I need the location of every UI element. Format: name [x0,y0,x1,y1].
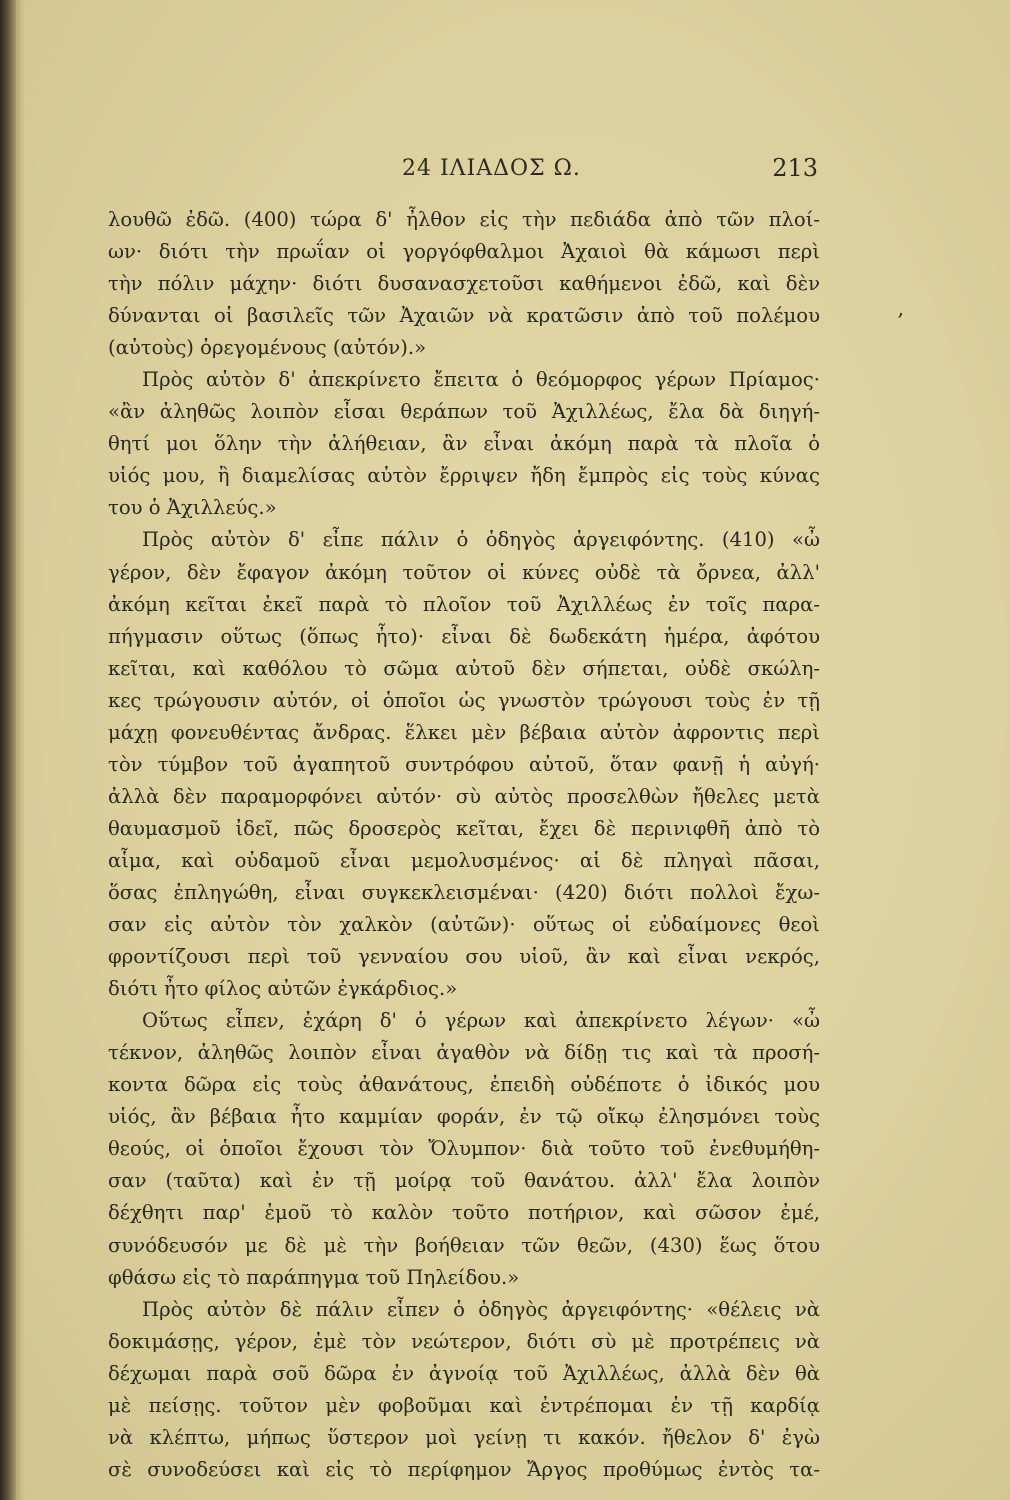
text-line: υἱός, ἂν βέβαια ἦτο καμμίαν φοράν, ἐν τῷ οἴκῳ ἐλησμόνει τοὺς [108,1105,820,1129]
text-line: τὴν πόλιν μάχην· διότι δυσανασχετοῦσι καθήμενοι ἐδῶ, καὶ δὲν [108,272,820,296]
text-line: τὸν τύμβον τοῦ ἀγαπητοῦ συντρόφου αὐτοῦ, ὅταν φανῇ ἡ αὐγή· [108,752,820,776]
text-line: μάχῃ φονευθέντας ἄνδρας. ἕλκει μὲν βέβαια αὐτὸν ἀφροντις περὶ [108,720,820,744]
page-edge [16,0,24,1500]
text-line: Πρὸς αὐτὸν δ' εἶπε πάλιν ὁ ὁδηγὸς ἀργειφόντης. (410) «ὦ [142,528,820,552]
text-line: ἀλλὰ δὲν παραμορφόνει αὐτόν· σὺ αὐτὸς προσελθὼν ἤθελες μετὰ [108,784,820,808]
page-header [144,152,826,192]
text-line: δέχθητι παρ' ἐμοῦ τὸ καλὸν τοῦτο ποτήριον, καὶ σῶσον ἐμέ, [108,1201,820,1225]
text-line: συνόδευσόν με δὲ μὲ τὴν βοήθειαν τῶν θεῶν, (430) ἕως ὅτου [108,1233,820,1257]
book-spine-shadow [0,0,16,1500]
margin-mark: , [897,296,904,320]
text-line: ὅσας ἐπληγώθη, εἶναι συγκεκλεισμέναι· (420) διότι πολλοὶ ἔχω- [108,880,820,904]
text-line: δοκιμάσῃς, γέρον, ἐμὲ τὸν νεώτερον, διότι σὺ μὲ προτρέπεις νὰ [108,1329,820,1353]
text-line: σὲ συνοδεύσει καὶ εἰς τὸ περίφημον Ἄργος προθύμως ἐντὸς τα- [108,1457,820,1481]
text-line: υἱός μου, ἢ διαμελίσας αὐτὸν ἔρριψεν ἤδη ἔμπρὸς εἰς τοὺς κύνας [108,464,820,488]
page-paper [24,0,1010,1500]
text-line: κεῖται, καὶ καθόλου τὸ σῶμα αὐτοῦ δὲν σήπεται, οὐδὲ σκώλη- [108,656,820,680]
text-line: φθάσω εἰς τὸ παράπηγμα τοῦ Πηλείδου.» [108,1265,520,1289]
text-line: Οὕτως εἶπεν, ἐχάρη δ' ὁ γέρων καὶ ἀπεκρίνετο λέγων· «ὦ [142,1009,820,1033]
text-line: λουθῶ ἐδῶ. (400) τώρα δ' ἦλθον εἰς τὴν πεδιάδα ἀπὸ τῶν πλοί- [108,208,820,231]
running-title: 24 ΙΛΙΑΔΟΣ Ω. [402,156,581,181]
page-number: 213 [772,154,818,182]
text-line: θαυμασμοῦ ἰδεῖ, πῶς δροσερὸς κεῖται, ἔχει δὲ περινιφθῆ ἀπὸ τὸ [108,816,820,840]
text-line: (αὐτοὺς) ὀρεγομένους (αὐτόν).» [108,336,427,360]
body-text [108,204,820,1486]
text-line: δύνανται οἱ βασιλεῖς τῶν Ἀχαιῶν νὰ κρατῶσιν ἀπὸ τοῦ πολέμου [108,304,820,328]
text-line: δέχωμαι παρὰ σοῦ δῶρα ἐν ἀγνοίᾳ τοῦ Ἀχιλλέως, ἀλλὰ δὲν θὰ [108,1361,820,1385]
text-line: κοντα δῶρα εἰς τοὺς ἀθανάτους, ἐπειδὴ οὐδέποτε ὁ ἰδικός μου [108,1073,820,1097]
text-line: γέρον, δὲν ἔφαγον ἀκόμη τοῦτον οἱ κύνες οὐδὲ τὰ ὄρνεα, ἀλλ' [108,560,820,584]
text-line: ων· διότι τὴν πρωΐαν οἱ γοργόφθαλμοι Ἀχαιοὶ θὰ κάμωσι περὶ [108,240,820,264]
text-line: Πρὸς αὐτὸν δὲ πάλιν εἶπεν ὁ ὁδηγὸς ἀργειφόντης· «θέλεις νὰ [142,1297,820,1321]
text-line: θητί μοι ὅλην τὴν ἀλήθειαν, ἂν εἶναι ἀκόμη παρὰ τὰ πλοῖα ὁ [108,432,820,456]
text-line: θεούς, οἱ ὁποῖοι ἔχουσι τὸν Ὄλυμπον· διὰ τοῦτο τοῦ ἐνεθυμήθη- [108,1137,820,1161]
text-line: φροντίζουσι περὶ τοῦ γενναίου σου υἱοῦ, ἂν καὶ εἶναι νεκρός, [108,945,820,969]
text-line: «ἂν ἀληθῶς λοιπὸν εἶσαι θεράπων τοῦ Ἀχιλλέως, ἔλα δὰ διηγή- [108,400,820,424]
text-line: τέκνον, ἀληθῶς λοιπὸν εἶναι ἀγαθὸν νὰ δίδῃ τις καὶ τὰ προσή- [108,1041,820,1065]
text-line: μὲ πείσῃς. τοῦτον μὲν φοβοῦμαι καὶ ἐντρέπομαι ἐν τῇ καρδίᾳ [108,1393,820,1417]
text-line: Πρὸς αὐτὸν δ' ἀπεκρίνετο ἔπειτα ὁ θεόμορφος γέρων Πρίαμος· [142,368,820,392]
text-line: νὰ κλέπτω, μήπως ὕστερον μοὶ γείνῃ τι κακόν. ἤθελον δ' ἐγὼ [108,1425,820,1449]
text-line: σαν (ταῦτα) καὶ ἐν τῇ μοίρᾳ τοῦ θανάτου. ἀλλ' ἔλα λοιπὸν [108,1169,820,1193]
text-line: του ὁ Ἀχιλλεύς.» [108,496,277,520]
text-line: ἀκόμη κεῖται ἐκεῖ παρὰ τὸ πλοῖον τοῦ Ἀχιλλέως ἐν τοῖς παρα- [108,592,820,616]
text-line: κες τρώγουσιν αὐτόν, οἱ ὁποῖοι ὡς γνωστὸν τρώγουσι τοὺς ἐν τῇ [108,688,820,712]
text-line: αἷμα, καὶ οὐδαμοῦ εἶναι μεμολυσμένος· αἱ δὲ πληγαὶ πᾶσαι, [108,848,820,872]
text-line: διότι ἦτο φίλος αὐτῶν ἐγκάρδιος.» [108,977,458,1001]
text-line: πήγμασιν οὕτως (ὅπως ἦτο)· εἶναι δὲ δωδεκάτη ἡμέρα, ἀφότου [108,624,820,648]
text-line: σαν εἰς αὐτὸν τὸν χαλκὸν (αὐτῶν)· οὕτως οἱ εὐδαίμονες θεοὶ [108,913,820,937]
